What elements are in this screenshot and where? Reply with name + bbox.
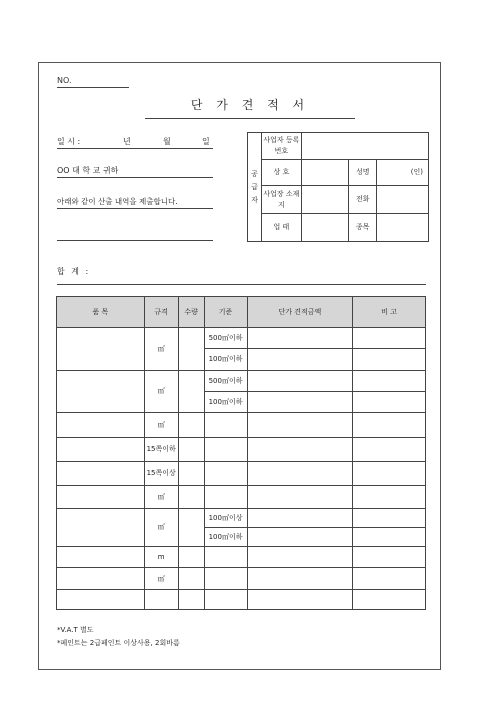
reg-no-label: 사업자 등록번호 xyxy=(261,133,301,160)
address-value[interactable] xyxy=(301,186,349,214)
phone-value[interactable] xyxy=(377,186,429,214)
business-value[interactable] xyxy=(301,214,349,242)
title-underline xyxy=(145,118,355,119)
header-spec: 규격 xyxy=(144,297,178,328)
category-value[interactable] xyxy=(377,214,429,242)
qty-cell[interactable] xyxy=(178,547,204,568)
vat-footnote: *V.A.T 별도 xyxy=(57,626,94,634)
recipient-field xyxy=(57,163,213,178)
item-cell[interactable] xyxy=(57,413,145,437)
qty-cell[interactable] xyxy=(178,568,204,589)
standard-cell: 100㎡이상 xyxy=(204,508,247,527)
name-label: 성명 xyxy=(349,160,377,186)
standard-cell xyxy=(204,568,247,589)
date-year-label: 년 xyxy=(123,137,131,146)
seal-label: (인) xyxy=(377,160,429,186)
document-number-label: NO. xyxy=(57,76,72,85)
amount-cell[interactable] xyxy=(247,461,353,485)
remark-cell[interactable] xyxy=(353,461,426,485)
standard-cell: 100㎡이하 xyxy=(204,391,247,412)
item-cell[interactable] xyxy=(57,370,145,413)
amount-cell[interactable] xyxy=(247,568,353,589)
remark-cell[interactable] xyxy=(353,508,426,527)
remark-cell[interactable] xyxy=(353,370,426,391)
spec-cell: 15쪽이하 xyxy=(144,437,178,461)
item-cell[interactable] xyxy=(57,437,145,461)
date-label: 일 시 : xyxy=(57,137,81,146)
table-row xyxy=(57,413,426,437)
blank-line xyxy=(57,240,213,241)
date-month-label: 월 xyxy=(163,137,171,146)
table-row xyxy=(57,589,426,609)
table-row xyxy=(57,437,426,461)
qty-cell[interactable] xyxy=(178,437,204,461)
supplier-side-label: 공 급 자 xyxy=(248,133,262,242)
remark-cell[interactable] xyxy=(353,589,426,609)
item-cell[interactable] xyxy=(57,547,145,568)
qty-cell[interactable] xyxy=(178,328,204,371)
qty-cell[interactable] xyxy=(178,508,204,547)
standard-cell xyxy=(204,486,247,508)
recipient-label: OO 대 학 교 귀하 xyxy=(57,166,119,175)
spec-cell xyxy=(144,589,178,609)
amount-cell[interactable] xyxy=(247,437,353,461)
standard-cell: 500㎡이하 xyxy=(204,370,247,391)
document-title: 단 가 견 적 서 xyxy=(190,98,310,112)
amount-cell[interactable] xyxy=(247,328,353,349)
header-standard: 기준 xyxy=(204,297,247,328)
amount-cell[interactable] xyxy=(247,391,353,412)
table-row xyxy=(57,508,426,527)
standard-cell xyxy=(204,589,247,609)
paint-footnote: *페인트는 2급페인트 이상사용, 2회바름 xyxy=(57,639,180,647)
spec-cell: ㎡ xyxy=(144,486,178,508)
table-row xyxy=(57,547,426,568)
standard-cell xyxy=(204,547,247,568)
standard-cell xyxy=(204,437,247,461)
remark-cell[interactable] xyxy=(353,486,426,508)
date-day-label: 일 xyxy=(202,137,210,146)
amount-cell[interactable] xyxy=(247,370,353,391)
amount-cell[interactable] xyxy=(247,413,353,437)
remark-cell[interactable] xyxy=(353,527,426,546)
spec-cell: ㎡ xyxy=(144,568,178,589)
category-label: 종목 xyxy=(349,214,377,242)
amount-cell[interactable] xyxy=(247,589,353,609)
company-value[interactable] xyxy=(301,160,349,186)
spec-cell: 15쪽이상 xyxy=(144,461,178,485)
item-cell[interactable] xyxy=(57,568,145,589)
supplier-table xyxy=(247,132,429,242)
notice-field xyxy=(57,194,213,209)
reg-no-value[interactable] xyxy=(301,133,428,160)
standard-cell xyxy=(204,413,247,437)
header-amount: 단가 견적금액 xyxy=(247,297,353,328)
qty-cell[interactable] xyxy=(178,370,204,413)
total-line xyxy=(57,284,426,285)
address-label: 사업장 소재지 xyxy=(261,186,301,214)
standard-cell xyxy=(204,461,247,485)
remark-cell[interactable] xyxy=(353,391,426,412)
amount-cell[interactable] xyxy=(247,349,353,370)
remark-cell[interactable] xyxy=(353,413,426,437)
item-cell[interactable] xyxy=(57,508,145,547)
qty-cell[interactable] xyxy=(178,461,204,485)
remark-cell[interactable] xyxy=(353,547,426,568)
amount-cell[interactable] xyxy=(247,527,353,546)
item-cell[interactable] xyxy=(57,461,145,485)
table-row xyxy=(57,568,426,589)
table-row xyxy=(57,328,426,349)
remark-cell[interactable] xyxy=(353,328,426,349)
notice-text: 아래와 같이 산출 내역을 제출합니다. xyxy=(57,197,178,206)
amount-cell[interactable] xyxy=(247,486,353,508)
qty-cell[interactable] xyxy=(178,413,204,437)
amount-cell[interactable] xyxy=(247,508,353,527)
table-row xyxy=(57,486,426,508)
spec-cell: ㎡ xyxy=(144,508,178,547)
spec-cell: ㎡ xyxy=(144,413,178,437)
item-cell[interactable] xyxy=(57,589,145,609)
date-field xyxy=(57,134,213,149)
remark-cell[interactable] xyxy=(353,437,426,461)
header-qty: 수량 xyxy=(178,297,204,328)
remark-cell[interactable] xyxy=(353,568,426,589)
remark-cell[interactable] xyxy=(353,349,426,370)
amount-cell[interactable] xyxy=(247,547,353,568)
spec-cell: m xyxy=(144,547,178,568)
spec-cell: ㎡ xyxy=(144,370,178,413)
standard-cell: 100㎡이하 xyxy=(204,349,247,370)
item-cell[interactable] xyxy=(57,328,145,371)
qty-cell[interactable] xyxy=(178,589,204,609)
company-label: 상 호 xyxy=(261,160,301,186)
header-remark: 비 고 xyxy=(353,297,426,328)
item-cell[interactable] xyxy=(57,486,145,508)
standard-cell: 100㎡이하 xyxy=(204,527,247,546)
table-row xyxy=(57,370,426,391)
qty-cell[interactable] xyxy=(178,486,204,508)
document-number-line xyxy=(57,87,129,88)
total-label: 합 계 : xyxy=(57,267,91,276)
phone-label: 전화 xyxy=(349,186,377,214)
items-table xyxy=(56,296,426,610)
standard-cell: 500㎡이하 xyxy=(204,328,247,349)
spec-cell: ㎡ xyxy=(144,328,178,371)
business-label: 업 태 xyxy=(261,214,301,242)
header-item: 품 목 xyxy=(57,297,145,328)
table-row xyxy=(57,461,426,485)
